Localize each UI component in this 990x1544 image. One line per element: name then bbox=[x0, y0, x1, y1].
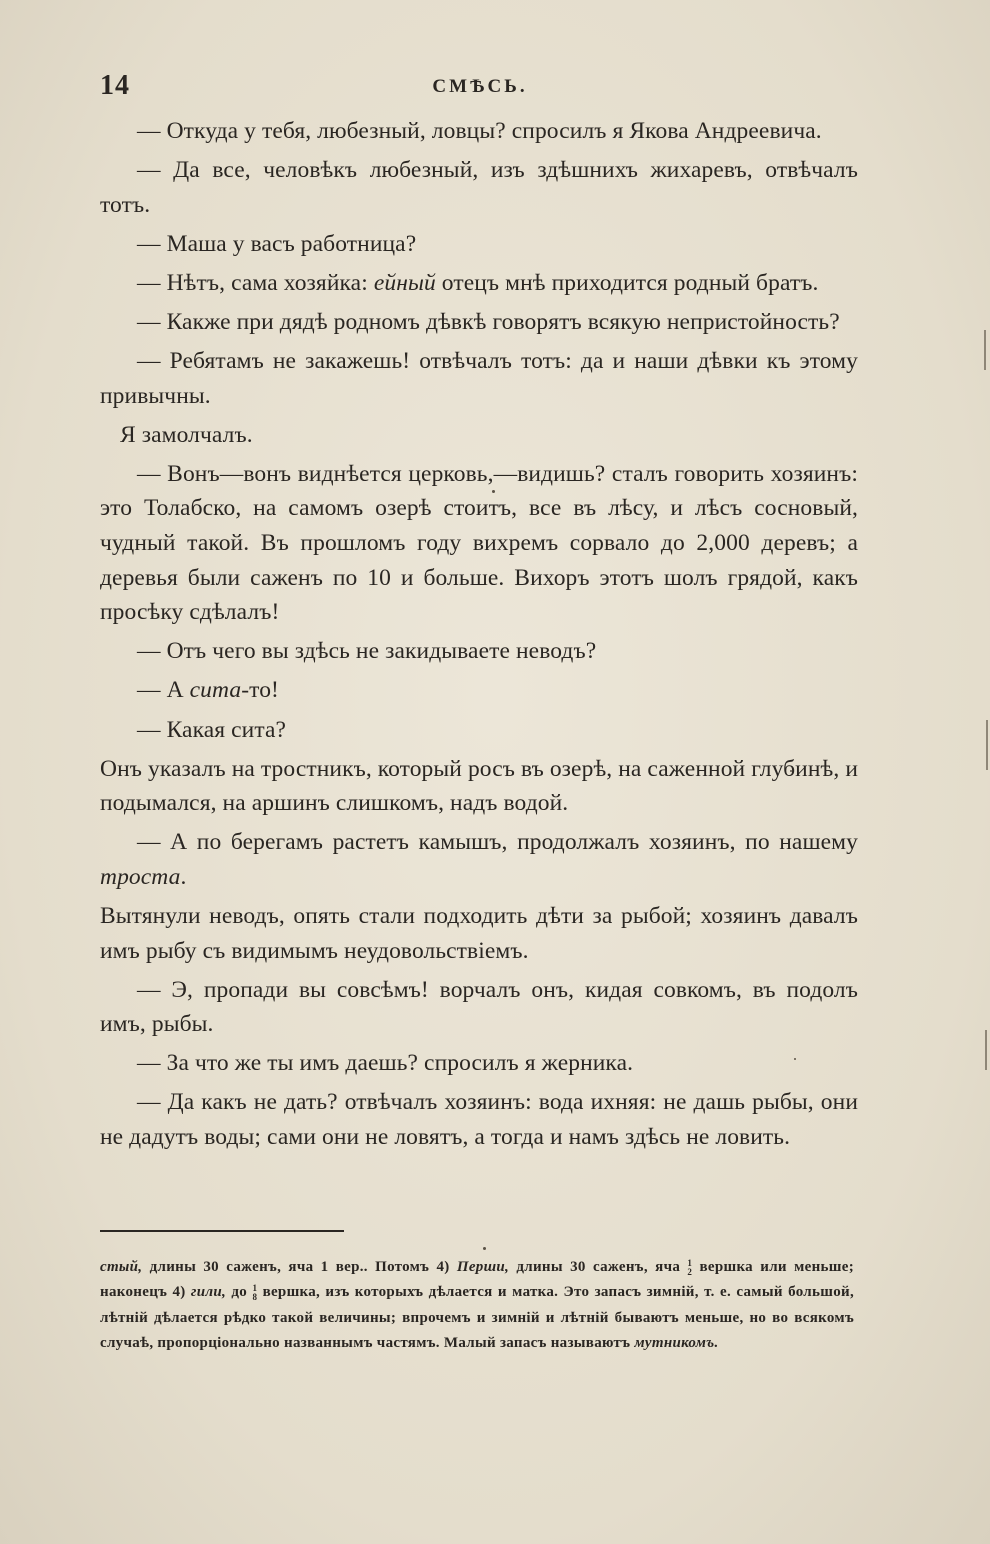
paragraph-text: — Нѣтъ, сама хозяйка: bbox=[137, 269, 374, 296]
page-edge-mark bbox=[985, 1030, 987, 1070]
paragraph-text: -то! bbox=[241, 677, 279, 704]
fraction-numerator: 1 bbox=[252, 1282, 258, 1293]
footnote-italic: стый, bbox=[100, 1259, 143, 1275]
text-paragraph: — Маша у васъ работница? bbox=[137, 230, 417, 257]
paragraph-text: — А bbox=[137, 677, 190, 704]
text-paragraph bbox=[100, 825, 858, 894]
ink-speck bbox=[483, 1247, 486, 1250]
footnote bbox=[100, 1255, 854, 1356]
page-number: 14 bbox=[100, 70, 130, 101]
text-paragraph bbox=[100, 673, 858, 708]
text-paragraph: — Да какъ не дать? отвѣчалъ хозяинъ: вода ихняя: не дашь рыбы, они не дадутъ воды; сами они не ловятъ, а тогда и намъ здѣсь не ловить. bbox=[100, 1089, 858, 1151]
footnote-paragraph bbox=[100, 1255, 854, 1356]
text-paragraph: — За что же ты имъ даешь? спросилъ я жерника. bbox=[137, 1050, 634, 1077]
footnote-text: длины 30 саженъ, яча 1 вер.. Потомъ 4) bbox=[142, 1259, 457, 1275]
footnote-italic: Перши, bbox=[456, 1259, 510, 1275]
footnote-text: длины 30 саженъ, яча bbox=[509, 1259, 688, 1275]
footnote-text: вершка или меньше; наконецъ 4) bbox=[100, 1259, 854, 1301]
text-paragraph: Вытянули неводъ, опять стали подходить дѣти за рыбой; хозяинъ давалъ имъ рыбу съ видимымъ неудовольствіемъ. bbox=[100, 902, 858, 964]
text-paragraph: — Вонъ—вонъ виднѣется церковь,—видишь? сталъ говорить хозяинъ: это Толабско, на самомъ озерѣ стоитъ, все въ лѣсу, и лѣсъ сосновый, чудный такой. Въ прошломъ году вихремъ сорвало до 2,000 деревъ; а деревья были саженъ по 10 и больше. Вихоръ этотъ шолъ грядой, какъ просѣку сдѣлалъ! bbox=[100, 460, 858, 626]
text-paragraph: — Ребятамъ не закажешь! отвѣчалъ тотъ: да и наши дѣвки къ этому привычны. bbox=[100, 348, 858, 409]
text-paragraph bbox=[100, 266, 858, 301]
text-paragraph: — Э, пропади вы совсѣмъ! ворчалъ онъ, кидая совкомъ, въ подолъ имъ, рыбы. bbox=[100, 976, 858, 1038]
paragraph-text: . bbox=[180, 863, 187, 890]
text-paragraph: Я замолчалъ. bbox=[120, 421, 253, 448]
footnote-separator bbox=[100, 1230, 344, 1232]
text-paragraph: Онъ указалъ на тростникъ, который росъ въ озерѣ, на саженной глубинѣ, и подымался, на аршинъ слишкомъ, надъ водой. bbox=[100, 755, 858, 817]
paragraph-text: — А по берегамъ растетъ камышъ, продолжалъ хозяинъ, по нашему bbox=[137, 829, 858, 856]
paragraph-text: отецъ мнѣ приходится родный братъ. bbox=[435, 269, 819, 296]
text-paragraph: — Да все, человѣкъ любезный, изъ здѣшнихъ жихаревъ, отвѣчалъ тотъ. bbox=[100, 157, 858, 218]
fraction-numerator: 1 bbox=[687, 1257, 693, 1268]
page-edge-mark bbox=[986, 720, 988, 770]
footnote-text: вершка, изъ которыхъ дѣлается и матка. Это запасъ зимній, т. е. самый большой, лѣтній дѣлается рѣдко такой величины; впрочемъ и зимній и лѣтній бываютъ меньше, но во всякомъ случаѣ, пропорціонально названнымъ частямъ. Малый запасъ называютъ bbox=[100, 1284, 854, 1351]
fraction-denominator: 8 bbox=[252, 1291, 258, 1302]
page-header bbox=[100, 70, 860, 106]
footnote-italic: мутникомъ. bbox=[634, 1334, 719, 1351]
italic-word: сита bbox=[189, 677, 242, 704]
page-edge-mark bbox=[984, 330, 986, 370]
text-paragraph: — Какже при дядѣ родномъ дѣвкѣ говорятъ всякую непристойность? bbox=[137, 308, 840, 335]
main-text bbox=[100, 114, 858, 1159]
text-paragraph: — Откуда у тебя, любезный, ловцы? спросилъ я Якова Андреевича. bbox=[137, 118, 822, 144]
footnote-italic: гили, bbox=[190, 1284, 227, 1301]
fraction-denominator: 2 bbox=[687, 1266, 693, 1277]
italic-word: ейный bbox=[373, 269, 436, 296]
text-paragraph: — Какая сита? bbox=[137, 716, 287, 743]
running-head: СМѢСЬ. bbox=[432, 76, 528, 97]
italic-word: троста bbox=[100, 863, 181, 890]
footnote-text: до bbox=[226, 1284, 253, 1301]
text-paragraph: — Отъ чего вы здѣсь не закидываете неводъ? bbox=[137, 638, 597, 665]
